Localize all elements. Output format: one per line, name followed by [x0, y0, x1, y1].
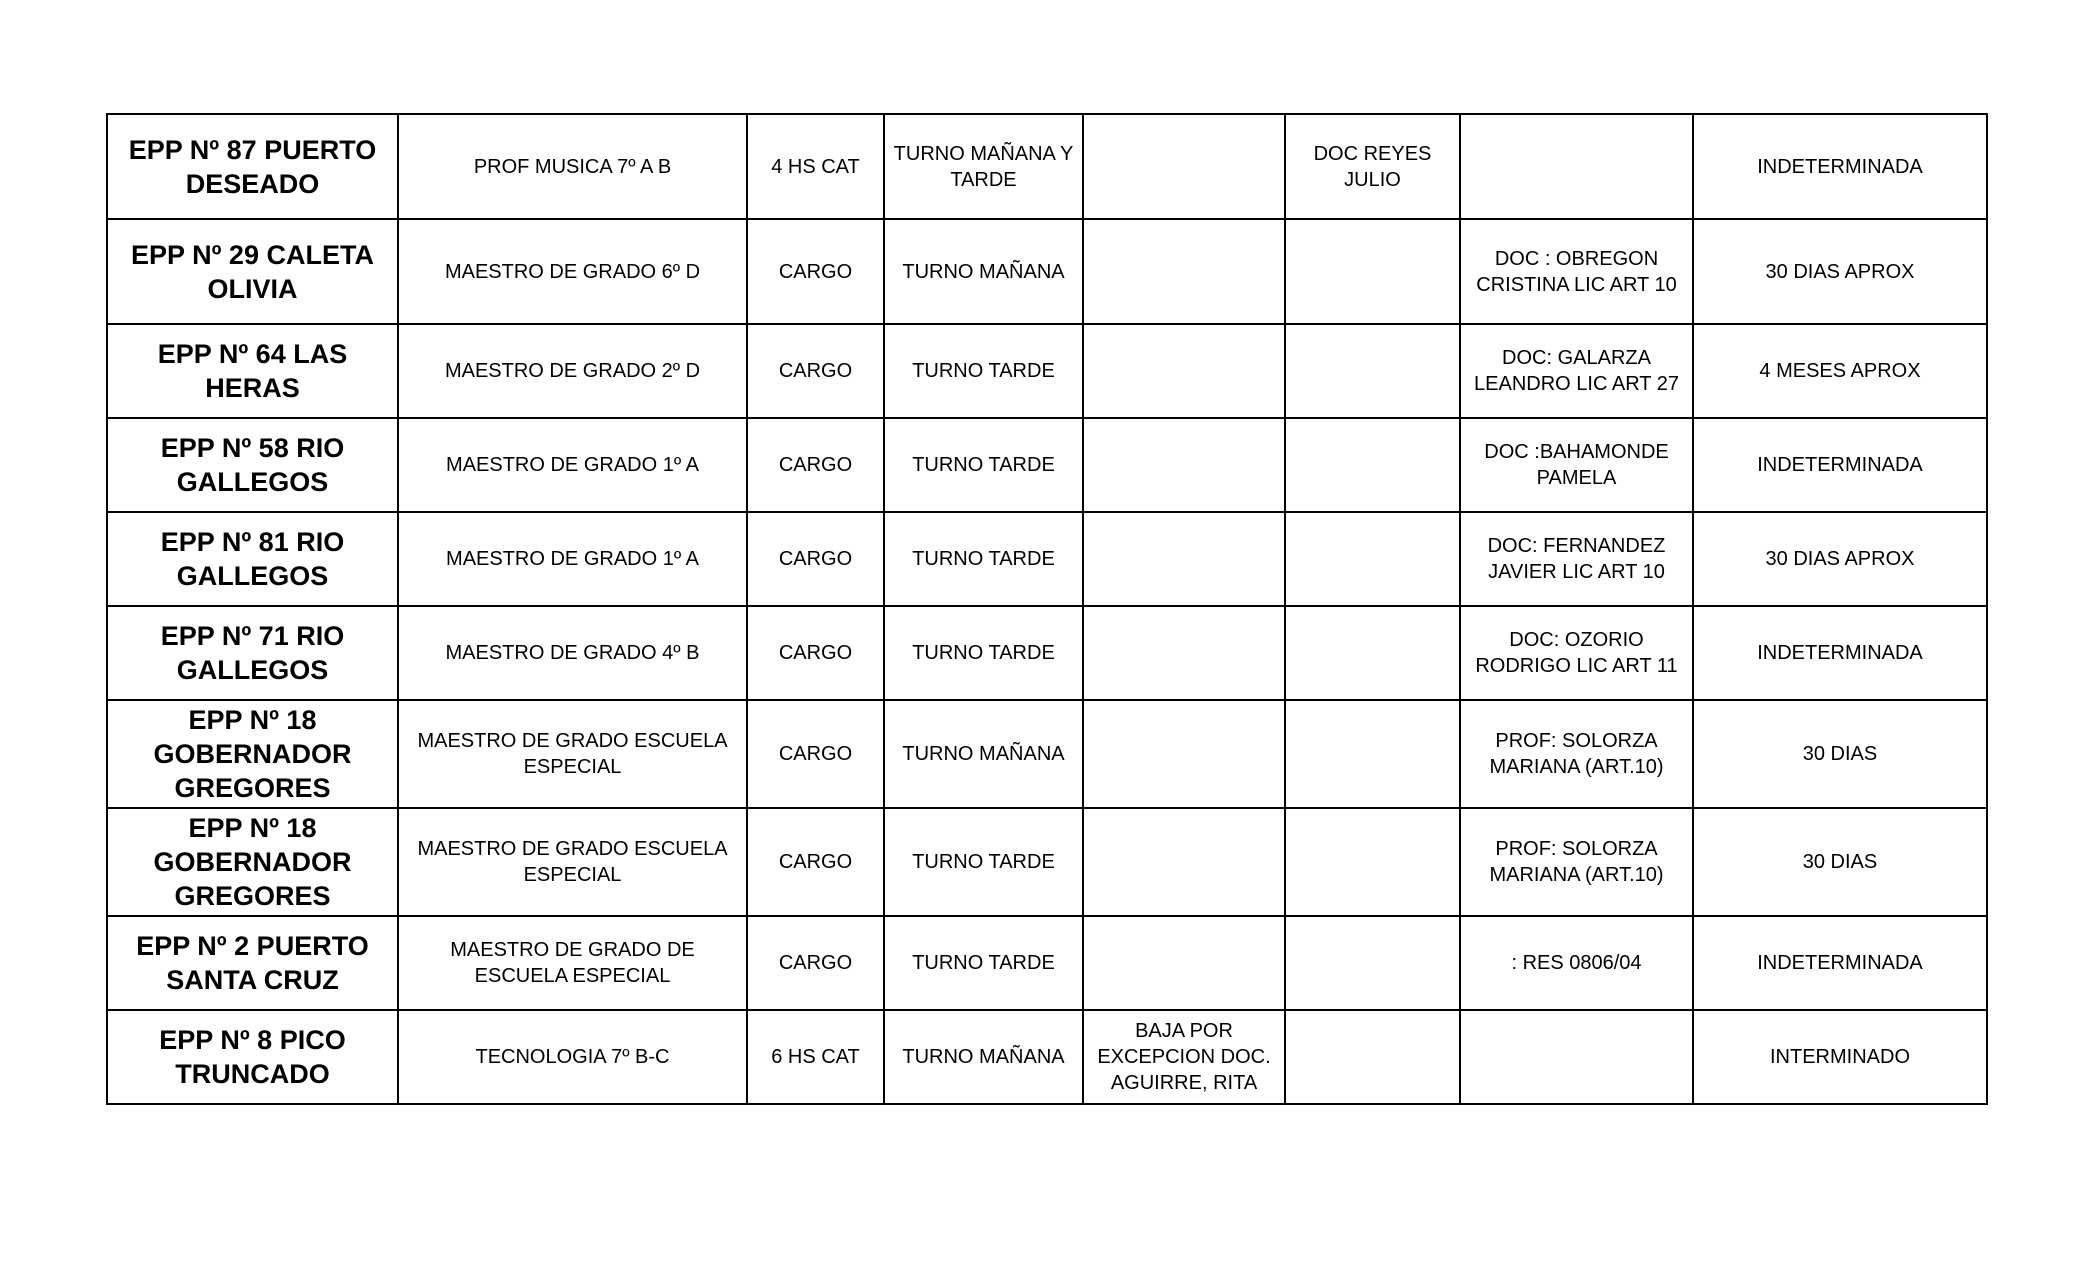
table-row	[107, 606, 1987, 700]
type-cell: 4 HS CAT	[747, 114, 884, 219]
holder-cell: DOC: GALARZA LEANDRO LIC ART 27	[1460, 324, 1693, 418]
duration-cell: 30 DIAS	[1693, 700, 1987, 808]
holder-cell: DOC: FERNANDEZ JAVIER LIC ART 10	[1460, 512, 1693, 606]
table-row	[107, 114, 1987, 219]
replacement-cell	[1285, 700, 1460, 808]
duration-cell: 30 DIAS	[1693, 808, 1987, 916]
duration-cell: 30 DIAS APROX	[1693, 219, 1987, 324]
holder-cell: DOC :BAHAMONDE PAMELA	[1460, 418, 1693, 512]
position-cell: PROF MUSICA 7º A B	[398, 114, 747, 219]
reason-cell	[1083, 606, 1285, 700]
holder-cell: DOC : OBREGON CRISTINA LIC ART 10	[1460, 219, 1693, 324]
reason-cell	[1083, 418, 1285, 512]
reason-cell	[1083, 700, 1285, 808]
school-cell: EPP Nº 87 PUERTO DESEADO	[107, 114, 398, 219]
reason-cell	[1083, 512, 1285, 606]
table-row	[107, 418, 1987, 512]
shift-cell: TURNO TARDE	[884, 606, 1083, 700]
school-cell: EPP Nº 8 PICO TRUNCADO	[107, 1010, 398, 1104]
shift-cell: TURNO TARDE	[884, 916, 1083, 1010]
replacement-cell	[1285, 1010, 1460, 1104]
duration-cell: INDETERMINADA	[1693, 114, 1987, 219]
school-cell: EPP Nº 58 RIO GALLEGOS	[107, 418, 398, 512]
position-cell: MAESTRO DE GRADO 1º A	[398, 418, 747, 512]
shift-cell: TURNO TARDE	[884, 418, 1083, 512]
position-cell: TECNOLOGIA 7º B-C	[398, 1010, 747, 1104]
shift-cell: TURNO MAÑANA	[884, 219, 1083, 324]
reason-cell	[1083, 324, 1285, 418]
shift-cell: TURNO TARDE	[884, 324, 1083, 418]
type-cell: 6 HS CAT	[747, 1010, 884, 1104]
holder-cell	[1460, 1010, 1693, 1104]
position-cell: MAESTRO DE GRADO ESCUELA ESPECIAL	[398, 700, 747, 808]
shift-cell: TURNO TARDE	[884, 512, 1083, 606]
school-cell: EPP Nº 18 GOBERNADOR GREGORES	[107, 700, 398, 808]
school-cell: EPP Nº 18 GOBERNADOR GREGORES	[107, 808, 398, 916]
replacement-cell	[1285, 418, 1460, 512]
duration-cell: 30 DIAS APROX	[1693, 512, 1987, 606]
reason-cell	[1083, 114, 1285, 219]
replacement-cell: DOC REYES JULIO	[1285, 114, 1460, 219]
position-cell: MAESTRO DE GRADO 6º D	[398, 219, 747, 324]
table-row	[107, 219, 1987, 324]
table-row	[107, 808, 1987, 916]
school-cell: EPP Nº 64 LAS HERAS	[107, 324, 398, 418]
vacancy-table	[106, 113, 1988, 1105]
shift-cell: TURNO MAÑANA	[884, 1010, 1083, 1104]
replacement-cell	[1285, 606, 1460, 700]
school-cell: EPP Nº 81 RIO GALLEGOS	[107, 512, 398, 606]
holder-cell: DOC: OZORIO RODRIGO LIC ART 11	[1460, 606, 1693, 700]
holder-cell	[1460, 114, 1693, 219]
type-cell: CARGO	[747, 808, 884, 916]
reason-cell	[1083, 916, 1285, 1010]
shift-cell: TURNO TARDE	[884, 808, 1083, 916]
replacement-cell	[1285, 324, 1460, 418]
table-row	[107, 1010, 1987, 1104]
type-cell: CARGO	[747, 512, 884, 606]
type-cell: CARGO	[747, 700, 884, 808]
duration-cell: INDETERMINADA	[1693, 606, 1987, 700]
type-cell: CARGO	[747, 324, 884, 418]
table-row	[107, 916, 1987, 1010]
table-row	[107, 700, 1987, 808]
position-cell: MAESTRO DE GRADO DE ESCUELA ESPECIAL	[398, 916, 747, 1010]
type-cell: CARGO	[747, 219, 884, 324]
shift-cell: TURNO MAÑANA Y TARDE	[884, 114, 1083, 219]
type-cell: CARGO	[747, 606, 884, 700]
duration-cell: INDETERMINADA	[1693, 916, 1987, 1010]
position-cell: MAESTRO DE GRADO 1º A	[398, 512, 747, 606]
position-cell: MAESTRO DE GRADO 2º D	[398, 324, 747, 418]
position-cell: MAESTRO DE GRADO ESCUELA ESPECIAL	[398, 808, 747, 916]
replacement-cell	[1285, 916, 1460, 1010]
shift-cell: TURNO MAÑANA	[884, 700, 1083, 808]
school-cell: EPP Nº 71 RIO GALLEGOS	[107, 606, 398, 700]
replacement-cell	[1285, 808, 1460, 916]
reason-cell	[1083, 219, 1285, 324]
holder-cell: PROF: SOLORZA MARIANA (ART.10)	[1460, 808, 1693, 916]
replacement-cell	[1285, 219, 1460, 324]
type-cell: CARGO	[747, 418, 884, 512]
replacement-cell	[1285, 512, 1460, 606]
reason-cell: BAJA POR EXCEPCION DOC. AGUIRRE, RITA	[1083, 1010, 1285, 1104]
table-row	[107, 512, 1987, 606]
position-cell: MAESTRO DE GRADO 4º B	[398, 606, 747, 700]
reason-cell	[1083, 808, 1285, 916]
type-cell: CARGO	[747, 916, 884, 1010]
holder-cell: : RES 0806/04	[1460, 916, 1693, 1010]
school-cell: EPP Nº 29 CALETA OLIVIA	[107, 219, 398, 324]
duration-cell: 4 MESES APROX	[1693, 324, 1987, 418]
duration-cell: INTERMINADO	[1693, 1010, 1987, 1104]
table-row	[107, 324, 1987, 418]
school-cell: EPP Nº 2 PUERTO SANTA CRUZ	[107, 916, 398, 1010]
holder-cell: PROF: SOLORZA MARIANA (ART.10)	[1460, 700, 1693, 808]
duration-cell: INDETERMINADA	[1693, 418, 1987, 512]
